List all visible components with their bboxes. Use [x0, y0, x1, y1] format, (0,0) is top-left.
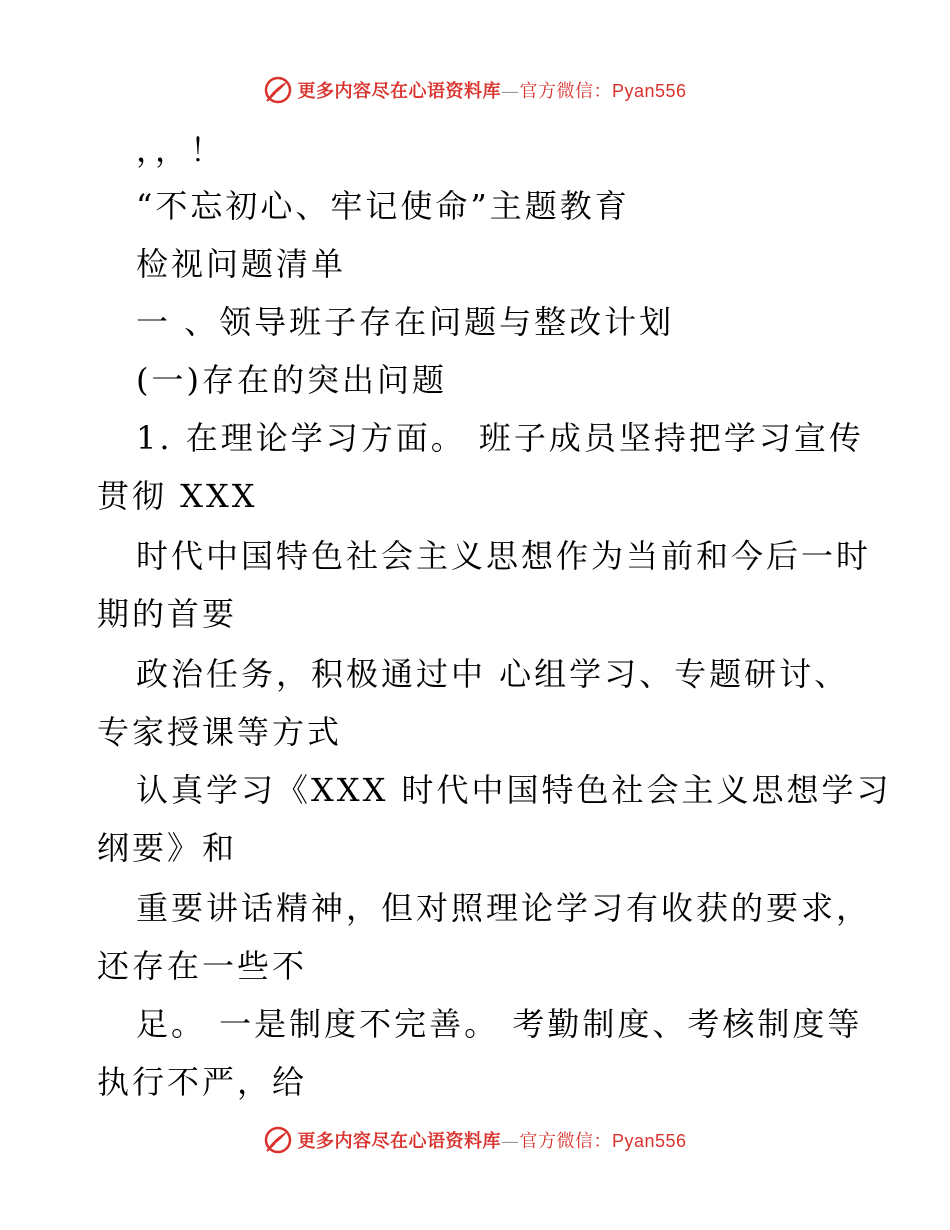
- paragraph-line: 执行不严，给: [97, 1063, 308, 1101]
- header-wechat-label: 官方微信：: [519, 81, 612, 102]
- red-quill-logo-icon: [263, 1125, 293, 1155]
- paragraph-line: 专家授课等方式: [97, 713, 343, 751]
- paragraph-line: 认真学习《XXX 时代中国特色社会主义思想学习: [136, 771, 892, 809]
- paragraph-line: 时代中国特色社会主义思想作为当前和今后一时: [136, 537, 872, 575]
- paragraph-line: 贯彻 XXX: [97, 477, 258, 515]
- paragraph-line: 还存在一些不: [97, 947, 308, 985]
- doc-title-checklist: 检视问题清单: [136, 245, 347, 283]
- header-wechat-account: Pyan556: [611, 81, 687, 101]
- paragraph-line: 重要讲话精神，但对照理论学习有收获的要求，: [136, 889, 872, 927]
- header-banner-title: 更多内容尽在心语资料库: [297, 81, 501, 102]
- paragraph-line: 纲要》和: [97, 829, 238, 867]
- doc-title-theme: “不忘初心、牢记使命”主题教育: [136, 187, 630, 225]
- subsection-heading-1: (一)存在的突出问题: [136, 361, 447, 399]
- paragraph-line: 足。 一是制度不完善。 考勤制度、考核制度等: [136, 1005, 863, 1043]
- footer-banner: [0, 1122, 950, 1158]
- paragraph-line: 政治任务，积极通过中 心组学习、专题研讨、: [136, 655, 850, 693]
- footer-banner-text: [297, 1127, 686, 1153]
- footer-banner-title: 更多内容尽在心语资料库: [297, 1131, 501, 1152]
- footer-wechat-account: Pyan556: [611, 1131, 687, 1151]
- footer-banner-dash: —: [500, 1131, 520, 1152]
- paragraph-line: 1. 在理论学习方面。 班子成员坚持把学习宣传: [136, 419, 864, 457]
- header-banner-dash: —: [500, 81, 520, 102]
- paragraph-line: 期的首要: [97, 595, 238, 633]
- footer-wechat-label: 官方微信：: [519, 1131, 612, 1152]
- section-heading-1: 一 、领导班子存在问题与整改计划: [136, 303, 675, 341]
- doc-line-punctuation: ，，！: [136, 131, 226, 169]
